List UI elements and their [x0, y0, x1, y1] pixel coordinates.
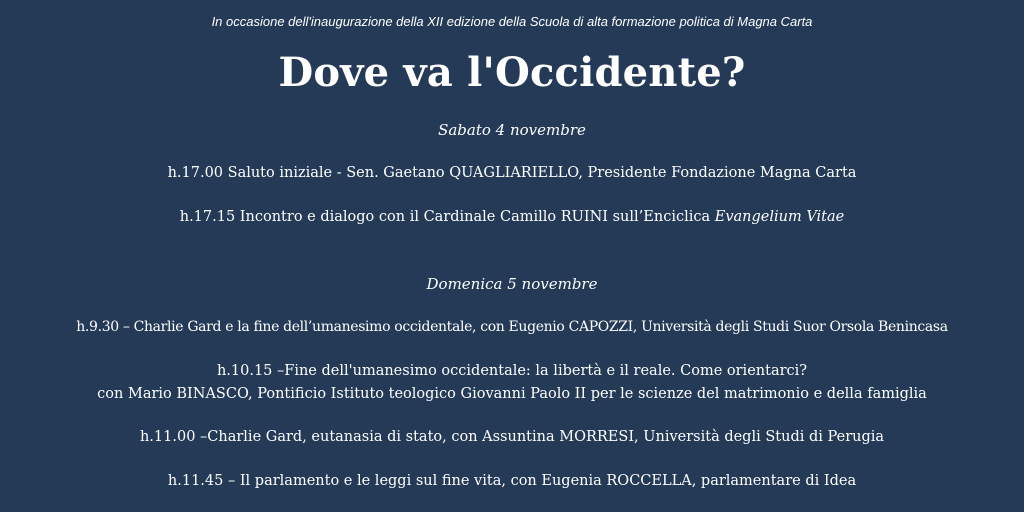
event-subtitle: In occasione dell'inaugurazione della XII edizione della Scuola di alta formazione politica di Magna Carta: [211, 14, 813, 29]
schedule-item-sunday-2-line-1: h.10.15 –Fine dell'umanesimo occidentale: la libertà e il reale. Come orientarci?: [216, 363, 808, 379]
schedule-item-sunday-1: h.9.30 – Charlie Gard e la fine dell’umanesimo occidentale, con Eugenio CAPOZZI, Università degli Studi Suor Orsola Benincasa: [76, 319, 948, 335]
schedule-item-sunday-2-line-2: con Mario BINASCO, Pontificio Istituto teologico Giovanni Paolo II per le scienze del matrimonio e della famiglia: [97, 386, 927, 402]
schedule-item-sunday-3: h.11.00 –Charlie Gard, eutanasia di stato, con Assuntina MORRESI, Università degli Studi di Perugia: [139, 429, 885, 445]
schedule-item-text: h.17.15 Incontro e dialogo con il Cardinale Camillo RUINI sull’Enciclica: [179, 209, 715, 225]
schedule-item-sunday-4: h.11.45 – Il parlamento e le leggi sul fine vita, con Eugenia ROCCELLA, parlamentare di Idea: [167, 473, 857, 489]
encyclical-title: Evangelium Vitae: [714, 209, 845, 225]
schedule-item-saturday-2: [0, 209, 1024, 225]
page-title: Dove va l'Occidente?: [278, 49, 746, 96]
sunday-heading: Domenica 5 novembre: [426, 275, 598, 293]
saturday-heading: Sabato 4 novembre: [438, 121, 586, 139]
schedule-item-saturday-1: h.17.00 Saluto iniziale - Sen. Gaetano QUAGLIARIELLO, Presidente Fondazione Magna Carta: [167, 165, 857, 181]
